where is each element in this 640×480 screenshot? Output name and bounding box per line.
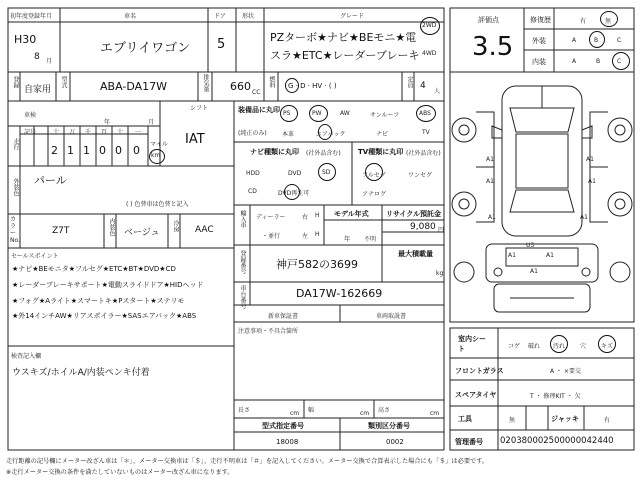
first-reg-month: 8 xyxy=(34,52,40,62)
glass-value: A ・ ×要交 xyxy=(550,368,581,375)
capacity-value: 4 xyxy=(420,81,426,91)
damage-mark-8: A1 xyxy=(508,252,516,259)
cc-unit: CC xyxy=(252,89,261,96)
jack-value: 有 xyxy=(604,417,611,424)
damage-mark-7: U3 xyxy=(526,242,535,249)
car-damage-diagram xyxy=(450,72,634,322)
seat-scratch: キズ xyxy=(601,343,613,350)
exterior-note: ( ) 色替車は色替と記入 xyxy=(126,201,189,208)
displacement-value: 660 xyxy=(230,80,251,93)
damage-mark-4: A1 xyxy=(588,178,596,185)
width-label: 幅 xyxy=(308,407,315,414)
footer-note-2: ※走行メーター交換の条件を満たしていないものはメーター改ざん車になります。 xyxy=(6,469,234,476)
max-load-label: 最大積載量 xyxy=(398,250,433,258)
inspector-notes-label: 検査記入欄 xyxy=(11,353,42,360)
type-code: ABA-DA17W xyxy=(100,80,167,93)
shift-value: IAT xyxy=(185,132,205,147)
equipment-subtitle: (純正のみ) xyxy=(238,130,267,137)
drive-2wd: 2WD xyxy=(422,22,437,29)
capacity-label: 定員 xyxy=(406,76,413,88)
damage-mark-10: A1 xyxy=(530,268,538,275)
nav-type-sub: (社外品含む) xyxy=(306,150,341,157)
interior-grade-label: 内装 xyxy=(532,58,546,66)
repair-yes: 有 xyxy=(580,18,587,25)
equip-tv: TV xyxy=(422,129,430,136)
mileage-digit-1: 1 xyxy=(67,144,74,157)
model-name: エブリイワゴン xyxy=(100,41,191,56)
first-reg-year: H30 xyxy=(14,33,37,46)
repair-no: 無 xyxy=(605,18,612,25)
digit-label-4: 百 xyxy=(101,129,108,136)
color-no-label: カラーNo. xyxy=(10,216,20,244)
model-year-unit: 年 xyxy=(344,236,351,243)
mgmt-label: 管理番号 xyxy=(455,438,483,446)
import-handle-2: H xyxy=(315,231,320,238)
type-no-label: 型式指定番号 xyxy=(262,422,304,430)
damage-mark-1: A1 xyxy=(486,156,494,163)
grade-label: グレード xyxy=(340,13,365,20)
spare-value: T ・ 修理KIT ・ 欠 xyxy=(530,393,581,400)
height-unit: cm xyxy=(430,410,440,417)
import-handle-1: H xyxy=(315,212,320,219)
fuel-g-circle xyxy=(285,78,299,93)
displacement-label: 排気量 xyxy=(202,74,209,92)
ac-label: 冷房 xyxy=(172,220,179,232)
equip-abs: ABS xyxy=(419,110,431,117)
ac-value: AAC xyxy=(195,225,214,235)
height-label: 高さ xyxy=(378,407,391,414)
reg-label: 登録 xyxy=(12,76,19,88)
exterior-label: 外装色 xyxy=(12,178,19,196)
type-no-value: 18008 xyxy=(276,438,299,446)
door-count: 5 xyxy=(217,37,226,52)
digit-label-0: 記号 xyxy=(24,129,37,136)
digit-label-1: 十 xyxy=(53,129,60,136)
import-parallel: ・並行 xyxy=(262,233,281,240)
door-label: ドア xyxy=(214,13,226,20)
use-type: 自家用 xyxy=(24,85,52,95)
km-label: km xyxy=(151,152,161,159)
inspector-notes-text: ウスキズ/ホイルA/内装ペンキ付着 xyxy=(12,368,150,378)
damage-mark-5: A1 xyxy=(488,214,496,221)
shift-label: シフト xyxy=(190,105,209,112)
mgmt-value: 020380002500000042440 xyxy=(500,436,614,446)
damage-mark-3: A1 xyxy=(486,178,494,185)
nav-sd: SD xyxy=(322,169,331,176)
damage-mark-9: A1 xyxy=(546,252,554,259)
capacity-unit: 人 xyxy=(434,88,441,95)
glass-label: フロントガラス xyxy=(455,367,504,375)
equip-airbag: エアバック xyxy=(316,131,346,138)
shape-label: 形状 xyxy=(242,13,255,20)
tv-fullseg: フルセグ xyxy=(362,172,386,179)
repair-label: 修復歴 xyxy=(530,16,551,24)
jack-label: ジャッキ xyxy=(551,415,579,423)
spare-label: スペアタイヤ xyxy=(455,391,497,399)
exterior-grade-label: 外装 xyxy=(532,37,546,45)
damage-mark-2: A1 xyxy=(586,156,594,163)
remarks-label: 注意事項・不具合箇所 xyxy=(238,328,299,335)
new-car-warranty: 新車保証書 xyxy=(268,313,299,320)
sales-point-line-3: ★フォグ★Aライト★スマートキ★Pスタート★ステリモ xyxy=(12,297,185,305)
interior-grade-b: B xyxy=(596,58,601,65)
sales-point-line-4: ★外14インチAW★リアスポイラー★SASエアバック★ABS xyxy=(12,312,197,320)
interior-color: ベージュ xyxy=(124,228,160,238)
drive-4wd: 4WD xyxy=(422,50,437,57)
import-label: 輸入車 xyxy=(239,210,246,228)
interior-label: 内装色 xyxy=(108,218,115,236)
month-suffix: 月 xyxy=(46,58,53,65)
seat-tear: 破れ xyxy=(528,343,541,350)
sales-point-line-2: ★レーダーブレーキサポート★電動スライドドア★HIDヘッド xyxy=(12,281,204,289)
equip-navi: ナビ xyxy=(376,131,389,138)
plate-value: 神戸582の3699 xyxy=(276,258,358,271)
tv-type-sub: (社外品含む) xyxy=(406,150,441,157)
sales-point-line-1: ★ナビ★BEモニタ★フルセグ★ETC★BT★DVD★CD xyxy=(12,265,176,273)
model-year-unknown: 不明 xyxy=(364,236,377,243)
exterior-grade-b: B xyxy=(594,37,599,44)
recycle-label: リサイクル預託金 xyxy=(386,210,442,218)
import-dealer: ディーラー xyxy=(256,214,286,221)
grade-line-1: PZターボ★ナビ★BEモニ★電 xyxy=(270,31,417,44)
model-label: 車名 xyxy=(124,13,137,20)
class-no-label: 類別区分番号 xyxy=(368,422,410,430)
color-no: Z7T xyxy=(52,226,70,236)
equip-sunroof: サンルーフ xyxy=(370,112,400,119)
equipment-title: 装備品に丸印 xyxy=(238,106,280,114)
equip-ps: PS xyxy=(283,110,291,117)
interior-grade-a: A xyxy=(572,58,577,65)
exterior-grade-a: A xyxy=(572,37,577,44)
chassis-value: DA17W-162669 xyxy=(296,287,383,300)
nav-dvd: DVD xyxy=(288,170,302,177)
fuel-label: 燃料 xyxy=(268,76,275,88)
grade-line-2: スラ★ETC★レーダーブレーキ xyxy=(270,49,420,62)
chassis-label: 車台番号 xyxy=(239,285,246,309)
mileage-digit-2: 1 xyxy=(83,144,90,157)
digit-label-6: 一 xyxy=(135,129,142,136)
type-label: 型式 xyxy=(60,76,67,88)
equip-aw: AW xyxy=(340,110,350,117)
mileage-digit-0: 2 xyxy=(51,144,58,157)
plate-label: 登録番号 xyxy=(239,250,246,274)
digit-label-3: 千 xyxy=(85,129,92,136)
interior-grade-c: C xyxy=(617,58,622,65)
sales-points-label: セールスポイント xyxy=(11,253,59,260)
seat-label: 室内シート xyxy=(458,335,486,353)
seat-hole: 穴 xyxy=(580,343,587,350)
footer-note-1: 走行距離の記号欄にメーター改ざん車は「＊」、メーター交換車は「＄」、走行不明車は「＃」を記入してください。メーター交換で合算表示した場合にも「＄」は必要です。 xyxy=(6,458,489,465)
mile-label: マイル xyxy=(150,141,168,148)
import-left: 左 xyxy=(302,233,309,240)
seat-dirt: 汚れ xyxy=(553,343,566,350)
tv-analog: アナログ xyxy=(362,191,387,198)
digit-label-5: 十 xyxy=(117,129,124,136)
exterior-color: パール xyxy=(34,174,67,187)
recycle-value: 9,080 xyxy=(410,222,436,232)
tools-value: 無 xyxy=(509,417,516,424)
nav-hdd: HDD xyxy=(246,170,260,177)
mileage-digit-4: 0 xyxy=(115,144,122,157)
mileage-digit-3: 0 xyxy=(99,144,106,157)
inspection-label: 車検 xyxy=(24,112,37,119)
equip-pw: PW xyxy=(312,110,322,117)
model-year-label: モデル年式 xyxy=(334,210,369,218)
length-label: 長さ xyxy=(238,407,251,414)
nav-type-title: ナビ種類に丸印 xyxy=(250,148,299,156)
recycle-yen: 円 xyxy=(438,227,445,234)
seat-burn: コゲ xyxy=(508,343,521,350)
exterior-grade-c: C xyxy=(617,37,622,44)
mileage-label: 走行 xyxy=(12,138,19,150)
score-value: 3.5 xyxy=(472,32,514,62)
nav-cd: CD xyxy=(248,188,257,195)
vehicle-manual: 車両取説書 xyxy=(376,313,407,320)
length-unit: cm xyxy=(290,410,300,417)
tv-type-title: TV種類に丸印 xyxy=(358,148,404,156)
class-no-value: 0002 xyxy=(386,438,404,446)
damage-mark-6: A1 xyxy=(580,214,588,221)
first-reg-label: 初年度登録年月 xyxy=(10,13,53,20)
inspection-year-label: 年 xyxy=(104,119,111,126)
width-unit: cm xyxy=(360,410,370,417)
import-right: 右 xyxy=(302,214,309,221)
nav-dvd-play: DVD再生可 xyxy=(278,190,310,197)
fuel-options: G · D · HV · ( ) xyxy=(288,82,337,90)
equip-leather: 本革 xyxy=(282,131,295,138)
max-load-unit: kg xyxy=(436,270,444,277)
inspection-month-label: 月 xyxy=(148,119,155,126)
score-label: 評価点 xyxy=(478,16,499,24)
mileage-digit-5: 0 xyxy=(133,144,140,157)
tools-label: 工具 xyxy=(458,415,472,423)
digit-label-2: 万 xyxy=(69,129,76,136)
tv-oneseg: ワンセグ xyxy=(408,172,433,179)
